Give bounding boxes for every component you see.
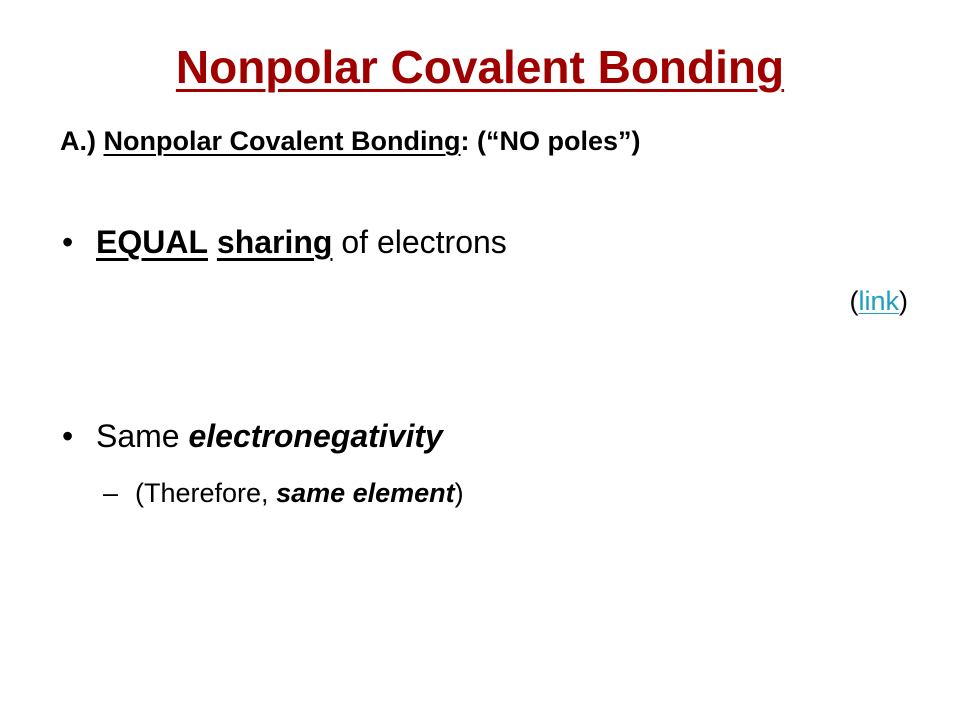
bullet-emphasis-sharing: sharing: [216, 224, 333, 260]
bullet-marker: •: [62, 224, 74, 260]
subheading-suffix: : (“NO poles”): [460, 126, 641, 156]
sub-bullet-marker: –: [103, 478, 119, 508]
bullet-emphasis-electronegativity: electronegativity: [188, 418, 443, 454]
bullet-text: of electrons: [332, 224, 507, 260]
bullet-equal-sharing: [62, 224, 507, 261]
sub-bullet-close: ): [454, 478, 464, 508]
bullet-text: Same: [96, 418, 189, 454]
subheading-term: Nonpolar Covalent Bonding: [103, 126, 461, 156]
bullet-same-electronegativity: [62, 418, 443, 455]
link-close-paren: ): [899, 286, 908, 316]
subheading: [60, 126, 641, 157]
link-open-paren: (: [849, 286, 859, 316]
bullet-marker: •: [62, 418, 74, 454]
bullet-emphasis-equal: EQUAL: [96, 224, 208, 260]
slide-title: Nonpolar Covalent Bonding: [175, 41, 785, 93]
bullet-space: [208, 224, 217, 260]
sub-bullet-open: (Therefore,: [135, 478, 277, 508]
link-line: [849, 286, 908, 317]
link[interactable]: link: [858, 286, 899, 316]
subheading-prefix: A.): [60, 126, 104, 156]
sub-bullet-same-element: [103, 478, 464, 509]
sub-bullet-emphasis: same element: [276, 478, 455, 508]
